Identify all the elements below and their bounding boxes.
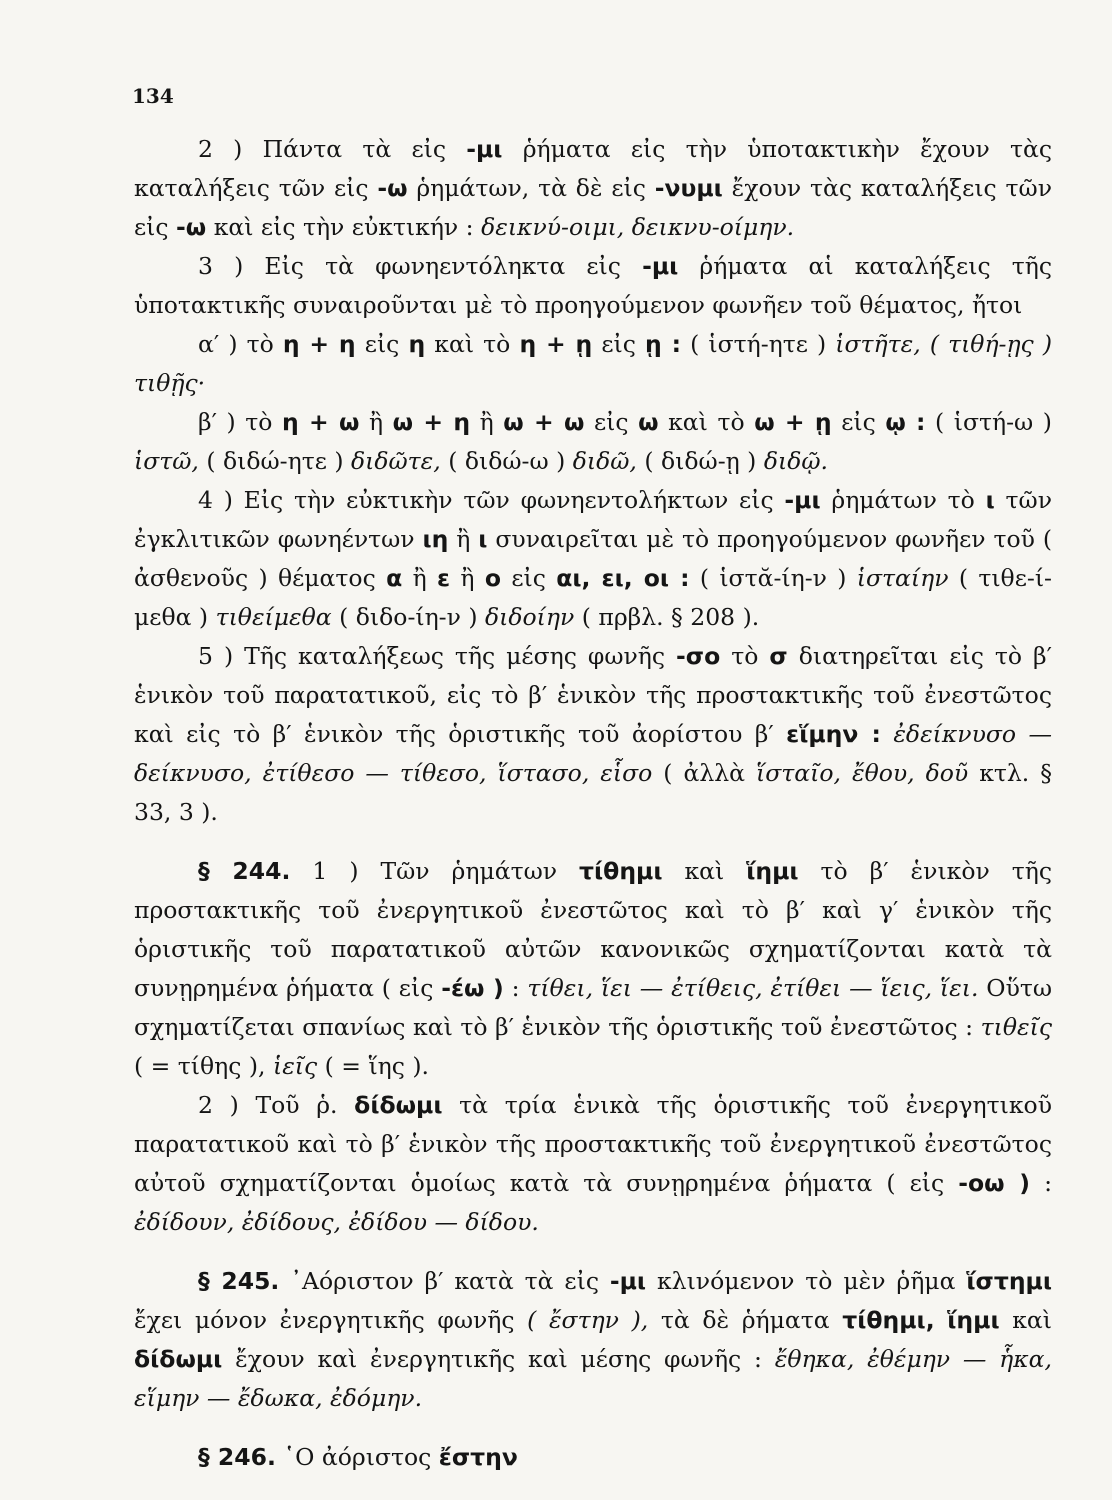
text: ῥήματα εἰς τὴν ὑποτακτικὴν ἔχουν τὰς καταλήξεις τῶν εἰς: [134, 135, 1052, 202]
bold-term: η: [408, 330, 426, 358]
bold-term: -μι: [642, 252, 679, 280]
italic-example: τιθεῖς: [980, 1013, 1052, 1041]
paragraph-2: [134, 130, 1052, 247]
page-number: 134: [132, 84, 174, 108]
bold-term: ι: [985, 486, 995, 514]
text: καὶ τὸ: [425, 330, 520, 358]
text: τὸ: [720, 642, 770, 670]
section-245: [134, 1262, 1052, 1418]
italic-example: ( τιθή-ῃς ) τιθῇς·: [134, 330, 1052, 397]
bold-term: τίθημι,: [842, 1306, 935, 1334]
text: ῥήματα αἱ καταλήξεις τῆς ὑποτακτικῆς συναιροῦνται μὲ τὸ προηγούμενον φωνῆεν τοῦ θέματος, ἤτοι: [134, 252, 1052, 319]
bold-term: -σο: [676, 642, 721, 670]
bold-term: ι: [478, 525, 488, 553]
bold-term: τίθημι: [579, 857, 663, 885]
bold-term: -μι: [466, 135, 503, 163]
italic-example: διδῶτε,: [350, 447, 441, 475]
text: εἰς: [831, 408, 886, 436]
text: ( διδώ-ω ): [440, 447, 573, 475]
text: α′ ) τὸ: [198, 330, 283, 358]
bold-term: ω + ω: [503, 408, 585, 436]
text: τῶν ἐγκλιτικῶν φωνηέντων: [134, 486, 1052, 553]
bold-term: α: [386, 564, 403, 592]
text: ῥημάτων, τὰ δὲ εἰς: [407, 174, 655, 202]
bold-term: η + ῃ: [519, 330, 593, 358]
text: κτλ. § 33, 3 ).: [134, 759, 1052, 826]
text: ( διδώ-ῃ ): [636, 447, 764, 475]
text: ( ἱστή-ω ): [925, 408, 1052, 436]
bold-term: σ: [769, 642, 788, 670]
text: β′ ) τὸ: [198, 408, 282, 436]
bold-term: -οω ): [958, 1169, 1031, 1197]
paragraph-5: [134, 637, 1052, 832]
bold-term: -ω: [377, 174, 408, 202]
italic-example: ἐδείκνυσο — δείκνυσο, ἐτίθεσο — τίθεσο, ἵστασο, εἷσο: [134, 720, 1052, 787]
section-number: § 244.: [198, 857, 291, 885]
text: ἔχουν τὰς καταλήξεις τῶν εἰς: [134, 174, 1052, 241]
italic-example: ἐδίδουν, ἐδίδους, ἐδίδου — δίδου.: [134, 1208, 539, 1236]
text: τὰ δὲ ῥήματα: [648, 1306, 843, 1334]
bold-term: -μι: [609, 1267, 647, 1295]
bold-term: ο: [484, 564, 502, 592]
text: εἰς: [355, 330, 409, 358]
page-body: [134, 130, 1052, 1477]
text: ῥημάτων τὸ: [820, 486, 986, 514]
text: εἰς: [501, 564, 557, 592]
italic-example: τίθει, ἵει — ἐτίθεις, ἐτίθει — ἵεις, ἵει.: [527, 974, 979, 1002]
italic-example: ἔθηκα, ἐθέμην — ἧκα, εἵμην — ἔδωκα, ἐδόμην.: [134, 1345, 1052, 1412]
bold-term: η + η: [282, 330, 356, 358]
text: :: [503, 974, 528, 1002]
section-number: § 245.: [198, 1267, 280, 1295]
text: ( ἱστᾰ-ίη-ν ): [689, 564, 857, 592]
text: ( = ἵης ).: [317, 1052, 430, 1080]
text: 2 ) Πάντα τὰ εἰς: [198, 135, 467, 163]
bold-term: δίδωμι: [354, 1091, 443, 1119]
text: ἢ: [402, 564, 437, 592]
text: ἔχει μόνον ἐνεργητικῆς φωνῆς: [134, 1306, 528, 1334]
bold-term: ε: [437, 564, 451, 592]
text: ῾Ο ἀόριστος: [275, 1443, 439, 1471]
bold-term: ω + η: [392, 408, 471, 436]
text: ἢ: [470, 408, 504, 436]
text: ἔχουν καὶ ἐνεργητικῆς καὶ μέσης φωνῆς :: [222, 1345, 775, 1373]
bold-term: ῃ :: [645, 330, 681, 358]
bold-term: -ω: [176, 213, 207, 241]
text: ᾿Αόριστον β′ κατὰ τὰ εἰς: [279, 1267, 610, 1295]
section-244-part-2: [134, 1086, 1052, 1242]
italic-example: δεικνύ-οιμι, δεικνυ-οίμην.: [481, 213, 795, 241]
bold-term: αι, ει, οι :: [556, 564, 690, 592]
italic-example: ἱστῶ,: [134, 447, 199, 475]
text: εἰς: [592, 330, 646, 358]
bold-term: ω + ῃ: [754, 408, 832, 436]
paragraph-3-beta: [134, 403, 1052, 481]
text: ( διδο-ίη-ν ): [331, 603, 486, 631]
text: καὶ: [999, 1306, 1052, 1334]
text: ( τιθε-ί-μεθα ): [134, 564, 1052, 631]
paragraph-3-alpha: [134, 325, 1052, 403]
text: διατηρεῖται εἰς τὸ β′ ἑνικὸν τοῦ παρατατικοῦ, εἰς τὸ β′ ἑνικὸν τῆς προστακτικῆς τοῦ ἐνεστῶτος καὶ εἰς τὸ β′ ἑνικὸν τῆς ὁριστικῆς τοῦ ἀορίστου β′: [134, 642, 1052, 748]
italic-example: ἵσταῖο, ἔθου, δοῦ: [756, 759, 969, 787]
text: καὶ: [662, 857, 747, 885]
text: καὶ τὸ: [658, 408, 755, 436]
text: :: [1030, 1169, 1052, 1197]
italic-example: διδοίην: [485, 603, 575, 631]
text: ( διδώ-ητε ): [198, 447, 351, 475]
italic-example: διδῷ.: [763, 447, 828, 475]
italic-example: ἱεῖς: [272, 1052, 318, 1080]
text: τὰ τρία ἑνικὰ τῆς ὁριστικῆς τοῦ ἐνεργητικοῦ παρατατικοῦ καὶ τὸ β′ ἑνικὸν τῆς προστακτικῆς τοῦ ἐνεργητικοῦ ἐνεστῶτος αὐτοῦ σχηματίζονται ὁμοίως κατὰ τὰ συνῃρημένα ῥήματα ( εἰς: [134, 1091, 1052, 1197]
bold-term: δίδωμι: [134, 1345, 223, 1373]
section-244: [134, 852, 1052, 1086]
italic-example: ( ἔστην ),: [527, 1306, 649, 1334]
text: [935, 1306, 948, 1334]
text: 4 ) Εἰς τὴν εὐκτικὴν τῶν φωνηεντολήκτων εἰς: [198, 486, 785, 514]
text: ( ἀλλὰ: [652, 759, 756, 787]
paragraph-3: [134, 247, 1052, 325]
italic-example: διδῶ,: [572, 447, 637, 475]
bold-term: η + ω: [281, 408, 360, 436]
bold-term: ιη: [422, 525, 449, 553]
section-number: § 246.: [198, 1443, 276, 1471]
text: 1 ) Τῶν ῥημάτων: [290, 857, 580, 885]
bold-term: εἵμην :: [786, 720, 881, 748]
text: ( πρβλ. § 208 ).: [574, 603, 760, 631]
text: 3 ) Εἰς τὰ φωνηεντόληκτα εἰς: [198, 252, 643, 280]
bold-term: ἔστην: [438, 1443, 518, 1471]
text: Οὕτω σχηματίζεται σπανίως καὶ τὸ β′ ἑνικὸν τῆς ὁριστικῆς τοῦ ἐνεστῶτος :: [134, 974, 1053, 1041]
text: ἢ: [359, 408, 393, 436]
section-246: [134, 1438, 1052, 1477]
bold-term: -έω ): [441, 974, 504, 1002]
bold-term: -μι: [784, 486, 821, 514]
text: κλινόμενον τὸ μὲν ῥῆμα: [646, 1267, 967, 1295]
text: ( ἱστή-ητε ): [680, 330, 836, 358]
text: καὶ εἰς τὴν εὐκτικήν :: [206, 213, 482, 241]
italic-example: ἱστῆτε,: [835, 330, 921, 358]
italic-example: ἱσταίην: [856, 564, 949, 592]
text: συναιρεῖται μὲ τὸ προηγούμενον φωνῆεν τοῦ ( ἀσθενοῦς ) θέματος: [134, 525, 1052, 592]
bold-term: ῳ :: [885, 408, 926, 436]
bold-term: -νυμι: [654, 174, 723, 202]
text: τὸ β′ ἑνικὸν τῆς προστακτικῆς τοῦ ἐνεργητικοῦ ἐνεστῶτος καὶ τὸ β′ καὶ γ′ ἑνικὸν τῆς ὁριστικῆς τοῦ παρατατικοῦ αὐτῶν κανονικῶς σχηματίζονται κατὰ τὰ συνῃρημένα ῥήματα ( εἰς: [134, 857, 1052, 1002]
text: 5 ) Τῆς καταλήξεως τῆς μέσης φωνῆς: [198, 642, 677, 670]
text: εἰς: [584, 408, 639, 436]
text: ἢ: [448, 525, 479, 553]
bold-term: ω: [638, 408, 659, 436]
italic-example: τιθείμεθα: [215, 603, 332, 631]
text: 2 ) Τοῦ ῥ.: [198, 1091, 355, 1119]
text: ( = τίθης ),: [134, 1052, 273, 1080]
bold-term: ἵημι: [746, 857, 799, 885]
paragraph-4: [134, 481, 1052, 637]
bold-term: ἵημι: [947, 1306, 1000, 1334]
bold-term: ἵστημι: [966, 1267, 1052, 1295]
text: ἢ: [450, 564, 485, 592]
